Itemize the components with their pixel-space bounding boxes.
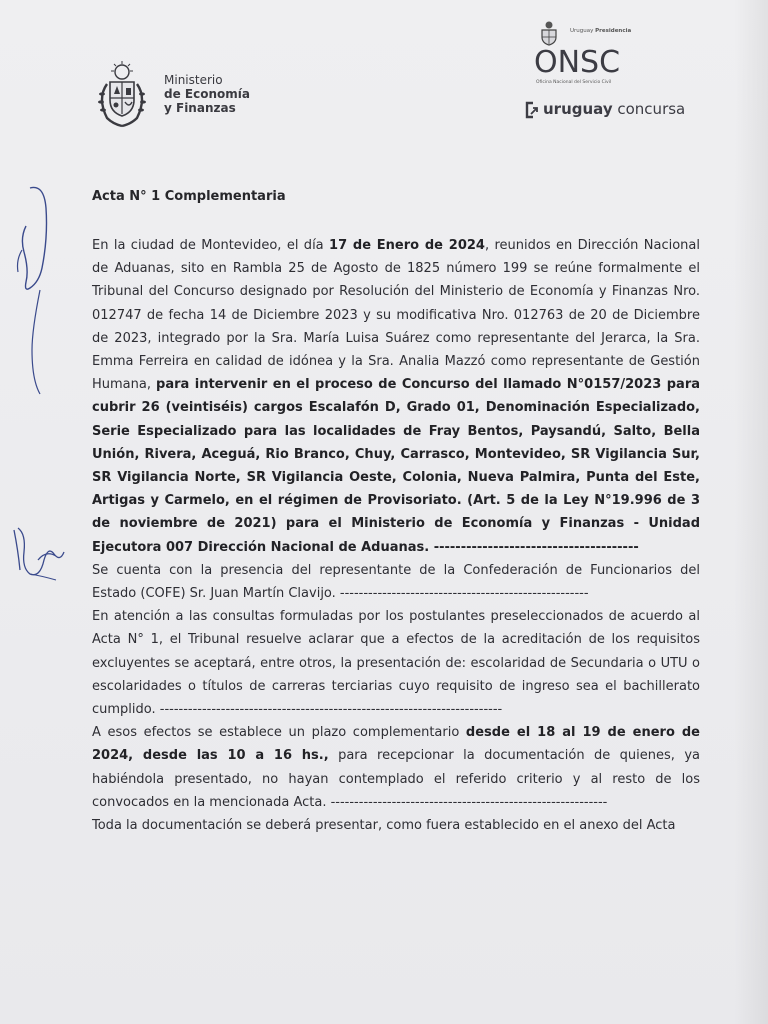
p4-text-2: para recepcionar la documentación de quienes, ya habiéndola presentado, no hayan contemplado el referido criterio y al resto de los convocados en la mencionada Acta. ----------------------------------------------------------- [92, 748, 700, 810]
ministry-line-2: de Economía [164, 87, 250, 101]
p1-dashes: -------------------------------------- [433, 539, 639, 555]
p1-text-2: , reunidos en Dirección Nacional de Aduanas, sito en Rambla 25 de Agosto de 1825 número 199 se reúne formalmente el Tribunal del Concurso designado por Resolución del Ministerio de Economía y Finanzas Nro. 012747 de fecha 14 de Diciembre 2023 y su modificativa Nro. 012763 de 20 de Diciembre de 2023, integrado por la Sra. María Luisa Suárez como representante del Jerarca, la Sra. Emma Ferreira en calidad de idónea y la Sra. Analia Mazzó como representante de Gestión Humana, [92, 238, 701, 393]
p4-deadline: desde el 18 al 19 de enero de 2024, desde las 10 a 16 hs., [92, 725, 700, 764]
ministry-line-3: y Finanzas [164, 101, 236, 115]
presidency-label [570, 28, 631, 34]
page-edge-shadow [734, 0, 768, 1024]
coat-of-arms-icon [90, 60, 154, 128]
presidency-seal-icon [538, 20, 560, 46]
onsc-full-name: Oficina Nacional del Servicio Civil [536, 80, 612, 85]
paragraph-1 [92, 234, 700, 559]
document-title: Acta N° 1 Complementaria [92, 189, 286, 204]
margin-signature-2 [0, 500, 80, 590]
p1-contest-details: para intervenir en el proceso de Concurso del llamado N°0157/2023 para cubrir 26 (veintiséis) cargos Escalafón D, Grado 01, Denominación Especializado, Serie Especializado para las localidades de Fray Bentos, Paysandú, Salto, Bella Unión, Rivera, Aceguá, Rio Branco, Chuy, Carrasco, Montevideo, SR Vigilancia Sur, SR Vigilancia Norte, SR Vigilancia Oeste, Colonia, Nueva Palmira, Punta del Este, Artigas y Carmelo, en el régimen de Provisoriato. (Art. 5 de la Ley N°19.996 de 3 de noviembre de 2021) para el Ministerio de Economía y Finanzas - Unidad Ejecutora 007 Dirección Nacional de Aduanas. [92, 377, 700, 555]
uruguay-concursa-logo [524, 100, 685, 124]
p1-date: 17 de Enero de 2024 [329, 238, 485, 253]
ministry-name [164, 73, 304, 115]
p4-text-1: A esos efectos se establece un plazo complementario [92, 725, 466, 741]
concursa-rest: concursa [612, 100, 686, 118]
ministry-line-1: Ministerio [164, 73, 223, 87]
paragraph-2: Se cuenta con la presencia del representante de la Confederación de Funcionarios del Estado (COFE) Sr. Juan Martín Clavijo. ----------------------------------------------------- [92, 562, 700, 602]
margin-signature-1 [0, 180, 70, 400]
concursa-bracket-icon [524, 101, 540, 119]
document-body [92, 234, 700, 837]
paragraph-3: En atención a las consultas formuladas por los postulantes preseleccionados de acuerdo al Acta N° 1, el Tribunal resuelve aclarar que a efectos de la acreditación de los requisitos excluyentes se aceptará, entre otros, la presentación de: escolaridad de Secundaria o UTU o escolaridades o títulos de carreras terciarias cuyo requisito de ingreso sea el bachillerato cumplido. ------------------------------------------------------------------------- [92, 609, 700, 718]
p1-text-1: En la ciudad de Montevideo, el día [92, 238, 330, 253]
paragraph-4 [92, 721, 700, 814]
presidency-prefix: Uruguay [570, 28, 594, 34]
onsc-acronym: ONSC [534, 45, 621, 80]
presidency-bold: Presidencia [595, 28, 632, 34]
paragraph-5: Toda la documentación se deberá presentar, como fuera establecido en el anexo del Acta [92, 818, 676, 834]
concursa-bold: uruguay [543, 100, 613, 118]
